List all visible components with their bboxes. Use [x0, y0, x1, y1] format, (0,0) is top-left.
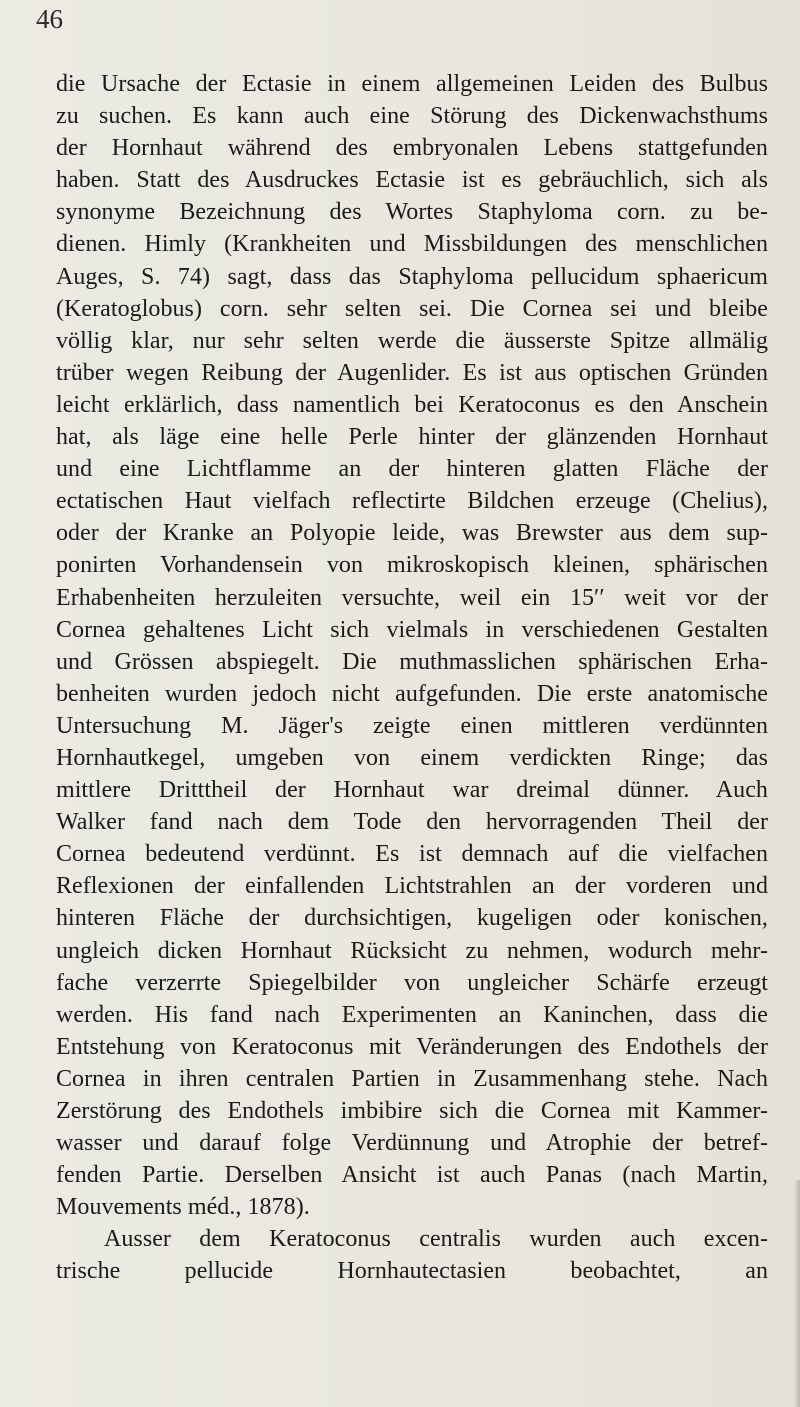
- text-line: Untersuchung M. Jäger's zeigte einen mittleren verdünnten: [56, 712, 768, 739]
- paragraph-start-line: Ausser dem Keratoconus centralis wurden auch excen-: [104, 1226, 768, 1253]
- text-line: benheiten wurden jedoch nicht aufgefunden. Die erste anatomische: [56, 680, 768, 707]
- text-line: synonyme Bezeichnung des Wortes Staphyloma corn. zu be-: [56, 199, 768, 226]
- text-line: haben. Statt des Ausdruckes Ectasie ist es gebräuchlich, sich als: [56, 167, 768, 194]
- text-line: Entstehung von Keratoconus mit Veränderungen des Endothels der: [56, 1033, 768, 1060]
- text-line: die Ursache der Ectasie in einem allgemeinen Leiden des Bulbus: [56, 71, 768, 97]
- text-line: Reflexionen der einfallenden Lichtstrahlen an der vorderen und: [56, 873, 768, 900]
- text-line: zu suchen. Es kann auch eine Störung des Dickenwachsthums: [56, 103, 768, 130]
- text-line: Auges, S. 74) sagt, dass das Staphyloma pellucidum sphaericum: [56, 263, 768, 290]
- text-line: trische pellucide Hornhautectasien beobachtet, an: [56, 1258, 768, 1285]
- text-line: werden. His fand nach Experimenten an Kaninchen, dass die: [56, 1001, 768, 1028]
- text-line: und Grössen abspiegelt. Die muthmasslichen sphärischen Erha-: [56, 648, 768, 675]
- text-line: Hornhautkegel, umgeben von einem verdickten Ringe; das: [56, 744, 768, 771]
- body-text: [56, 68, 768, 1288]
- text-line: ungleich dicken Hornhaut Rücksicht zu nehmen, wodurch mehr-: [56, 937, 768, 964]
- text-line: leicht erklärlich, dass namentlich bei Keratoconus es den Anschein: [56, 391, 768, 418]
- text-line: (Keratoglobus) corn. sehr selten sei. Die Cornea sei und bleibe: [56, 295, 768, 322]
- text-line: Erhabenheiten herzuleiten versuchte, weil ein 15′′ weit vor der: [56, 584, 768, 611]
- text-line: mittlere Dritttheil der Hornhaut war dreimal dünner. Auch: [56, 777, 768, 804]
- text-line: hinteren Fläche der durchsichtigen, kugeligen oder konischen,: [56, 905, 768, 932]
- text-line: ponirten Vorhandensein von mikroskopisch kleinen, sphärischen: [56, 552, 768, 579]
- text-line: wasser und darauf folge Verdünnung und Atrophie der betref-: [56, 1130, 768, 1157]
- text-line: oder der Kranke an Polyopie leide, was Brewster aus dem sup-: [56, 520, 768, 547]
- text-line: Walker fand nach dem Tode den hervorragenden Theil der: [56, 809, 768, 836]
- text-line: ectatischen Haut vielfach reflectirte Bildchen erzeuge (Chelius),: [56, 488, 768, 515]
- text-line: Cornea in ihren centralen Partien in Zusammenhang stehe. Nach: [56, 1065, 768, 1092]
- text-line: fenden Partie. Derselben Ansicht ist auch Panas (nach Martin,: [56, 1162, 768, 1189]
- text-line: völlig klar, nur sehr selten werde die äusserste Spitze allmälig: [56, 327, 768, 354]
- text-line: der Hornhaut während des embryonalen Lebens stattgefunden: [56, 135, 768, 162]
- text-line: und eine Lichtflamme an der hinteren glatten Fläche der: [56, 456, 768, 483]
- text-line: Zerstörung des Endothels imbibire sich die Cornea mit Kammer-: [56, 1098, 768, 1124]
- text-line: hat, als läge eine helle Perle hinter der glänzenden Hornhaut: [56, 424, 768, 451]
- text-line: fache verzerrte Spiegelbilder von ungleicher Schärfe erzeugt: [56, 969, 768, 996]
- text-line: Cornea gehaltenes Licht sich vielmals in verschiedenen Gestalten: [56, 616, 768, 643]
- text-line: Cornea bedeutend verdünnt. Es ist demnach auf die vielfachen: [56, 841, 768, 868]
- text-line: dienen. Himly (Krankheiten und Missbildungen des menschlichen: [56, 231, 768, 258]
- paragraph-end-line: Mouvements méd., 1878).: [56, 1194, 310, 1221]
- page-edge-shadow: [794, 1180, 800, 1407]
- text-line: trüber wegen Reibung der Augenlider. Es ist aus optischen Gründen: [56, 359, 768, 386]
- page-number: 46: [36, 4, 63, 34]
